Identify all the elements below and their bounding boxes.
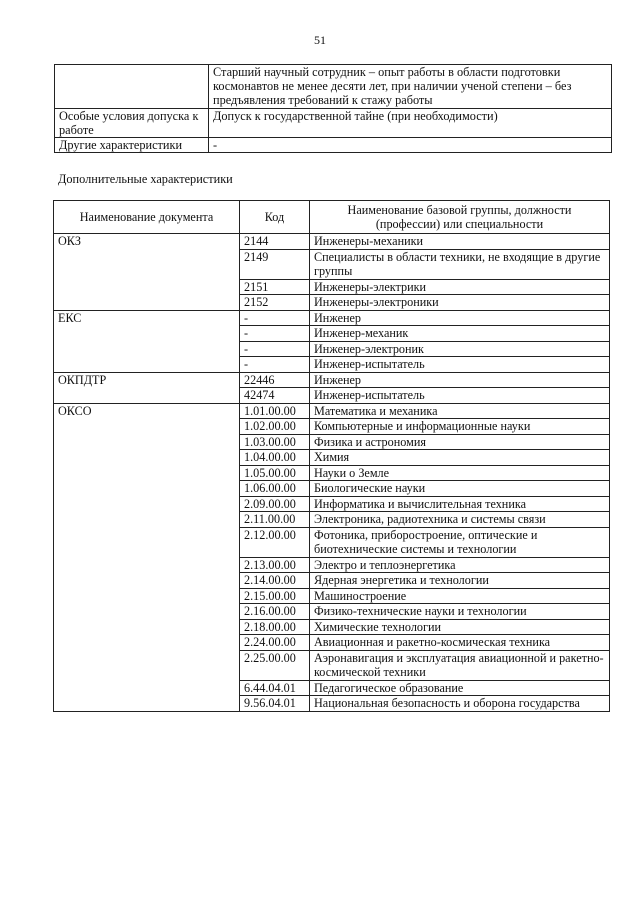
document-cell — [54, 295, 240, 311]
table-row — [54, 680, 610, 696]
group-name-cell: Химия — [310, 450, 610, 466]
group-name-cell: Электроника, радиотехника и системы связи — [310, 512, 610, 528]
document-cell — [54, 450, 240, 466]
page-number: 51 — [314, 33, 326, 47]
group-name-cell: Физика и астрономия — [310, 434, 610, 450]
code-cell: 1.03.00.00 — [240, 434, 310, 450]
document-cell — [54, 619, 240, 635]
table-row — [54, 341, 610, 357]
table-row — [54, 326, 610, 342]
document-cell: ОКЗ — [54, 234, 240, 250]
document-cell — [54, 249, 240, 279]
code-cell: 2.11.00.00 — [240, 512, 310, 528]
requirement-value: Допуск к государственной тайне (при необходимости) — [209, 108, 612, 137]
group-name-cell: Физико-технические науки и технологии — [310, 604, 610, 620]
table-row — [54, 403, 610, 419]
group-name-cell: Национальная безопасность и оборона государства — [310, 696, 610, 712]
table-row — [54, 573, 610, 589]
table-row — [54, 604, 610, 620]
table-row — [54, 557, 610, 573]
document-cell — [54, 680, 240, 696]
code-cell: 1.02.00.00 — [240, 419, 310, 435]
table-row — [54, 295, 610, 311]
table-row — [54, 234, 610, 250]
table-row — [54, 512, 610, 528]
code-cell: 2.16.00.00 — [240, 604, 310, 620]
group-name-cell: Машиностроение — [310, 588, 610, 604]
code-cell: 2.15.00.00 — [240, 588, 310, 604]
code-cell: 2152 — [240, 295, 310, 311]
group-name-cell: Инженеры-механики — [310, 234, 610, 250]
code-cell: 2.24.00.00 — [240, 635, 310, 651]
code-cell: 2.09.00.00 — [240, 496, 310, 512]
document-cell — [54, 557, 240, 573]
table-row — [54, 635, 610, 651]
group-name-cell: Аэронавигация и эксплуатация авиационной и ракетно-космической техники — [310, 650, 610, 680]
requirement-label — [55, 65, 209, 109]
code-cell: 1.04.00.00 — [240, 450, 310, 466]
document-cell — [54, 635, 240, 651]
document-cell — [54, 527, 240, 557]
document-cell: ЕКС — [54, 310, 240, 326]
document-cell — [54, 512, 240, 528]
code-cell: 2.14.00.00 — [240, 573, 310, 589]
document-cell — [54, 696, 240, 712]
code-cell: 1.01.00.00 — [240, 403, 310, 419]
table-row — [54, 481, 610, 497]
document-cell — [54, 357, 240, 373]
table-row — [54, 434, 610, 450]
group-name-cell: Биологические науки — [310, 481, 610, 497]
table-row — [54, 249, 610, 279]
group-name-cell: Инженер-испытатель — [310, 388, 610, 404]
table-row — [54, 357, 610, 373]
header-group-name: Наименование базовой группы, должности (профессии) или специальности — [310, 201, 610, 234]
additional-characteristics-table — [53, 200, 610, 712]
group-name-cell: Ядерная энергетика и технологии — [310, 573, 610, 589]
section-title: Дополнительные характеристики — [58, 172, 233, 186]
document-cell — [54, 481, 240, 497]
table-row — [54, 696, 610, 712]
code-cell: - — [240, 326, 310, 342]
group-name-cell: Химические технологии — [310, 619, 610, 635]
code-cell: 1.06.00.00 — [240, 481, 310, 497]
code-cell: 2.12.00.00 — [240, 527, 310, 557]
requirements-row — [55, 65, 612, 109]
requirement-value: - — [209, 138, 612, 153]
requirements-row — [55, 138, 612, 153]
document-cell — [54, 419, 240, 435]
document-cell — [54, 388, 240, 404]
table-row — [54, 619, 610, 635]
table-row — [54, 310, 610, 326]
table-row — [54, 279, 610, 295]
table-row — [54, 372, 610, 388]
document-cell — [54, 326, 240, 342]
group-name-cell: Инженеры-электроники — [310, 295, 610, 311]
table-row — [54, 388, 610, 404]
code-cell: - — [240, 310, 310, 326]
document-cell — [54, 588, 240, 604]
table-row — [54, 496, 610, 512]
requirement-label: Особые условия допуска к работе — [55, 108, 209, 137]
code-cell: 2.18.00.00 — [240, 619, 310, 635]
table-row — [54, 450, 610, 466]
table-header-row — [54, 201, 610, 234]
group-name-cell: Инженеры-электрики — [310, 279, 610, 295]
code-cell: 22446 — [240, 372, 310, 388]
code-cell: 2.25.00.00 — [240, 650, 310, 680]
code-cell: 2144 — [240, 234, 310, 250]
document-cell — [54, 650, 240, 680]
header-code: Код — [240, 201, 310, 234]
group-name-cell: Инженер-механик — [310, 326, 610, 342]
header-document-name: Наименование документа — [54, 201, 240, 234]
group-name-cell: Авиационная и ракетно-космическая техника — [310, 635, 610, 651]
group-name-cell: Инженер-электроник — [310, 341, 610, 357]
requirement-value: Старший научный сотрудник – опыт работы в области подготовки космонавтов не менее десяти лет, при наличии ученой степени – без предъявления требований к стажу работы — [209, 65, 612, 109]
code-cell: 9.56.04.01 — [240, 696, 310, 712]
table-row — [54, 527, 610, 557]
document-cell — [54, 279, 240, 295]
document-cell — [54, 465, 240, 481]
code-cell: 2.13.00.00 — [240, 557, 310, 573]
table-row — [54, 588, 610, 604]
code-cell: 6.44.04.01 — [240, 680, 310, 696]
requirements-table — [54, 64, 612, 153]
document-cell — [54, 573, 240, 589]
code-cell: 2149 — [240, 249, 310, 279]
group-name-cell: Инженер — [310, 310, 610, 326]
table-row — [54, 419, 610, 435]
group-name-cell: Математика и механика — [310, 403, 610, 419]
table-row — [54, 465, 610, 481]
group-name-cell: Электро и теплоэнергетика — [310, 557, 610, 573]
group-name-cell: Инженер — [310, 372, 610, 388]
document-cell: ОКСО — [54, 403, 240, 419]
document-cell — [54, 434, 240, 450]
document-cell — [54, 496, 240, 512]
group-name-cell: Педагогическое образование — [310, 680, 610, 696]
document-cell — [54, 341, 240, 357]
group-name-cell: Фотоника, приборостроение, оптические и биотехнические системы и технологии — [310, 527, 610, 557]
document-cell — [54, 604, 240, 620]
code-cell: 42474 — [240, 388, 310, 404]
table-row — [54, 650, 610, 680]
document-cell: ОКПДТР — [54, 372, 240, 388]
code-cell: 1.05.00.00 — [240, 465, 310, 481]
group-name-cell: Специалисты в области техники, не входящие в другие группы — [310, 249, 610, 279]
group-name-cell: Информатика и вычислительная техника — [310, 496, 610, 512]
group-name-cell: Науки о Земле — [310, 465, 610, 481]
code-cell: 2151 — [240, 279, 310, 295]
code-cell: - — [240, 341, 310, 357]
requirement-label: Другие характеристики — [55, 138, 209, 153]
code-cell: - — [240, 357, 310, 373]
group-name-cell: Инженер-испытатель — [310, 357, 610, 373]
requirements-row — [55, 108, 612, 137]
group-name-cell: Компьютерные и информационные науки — [310, 419, 610, 435]
